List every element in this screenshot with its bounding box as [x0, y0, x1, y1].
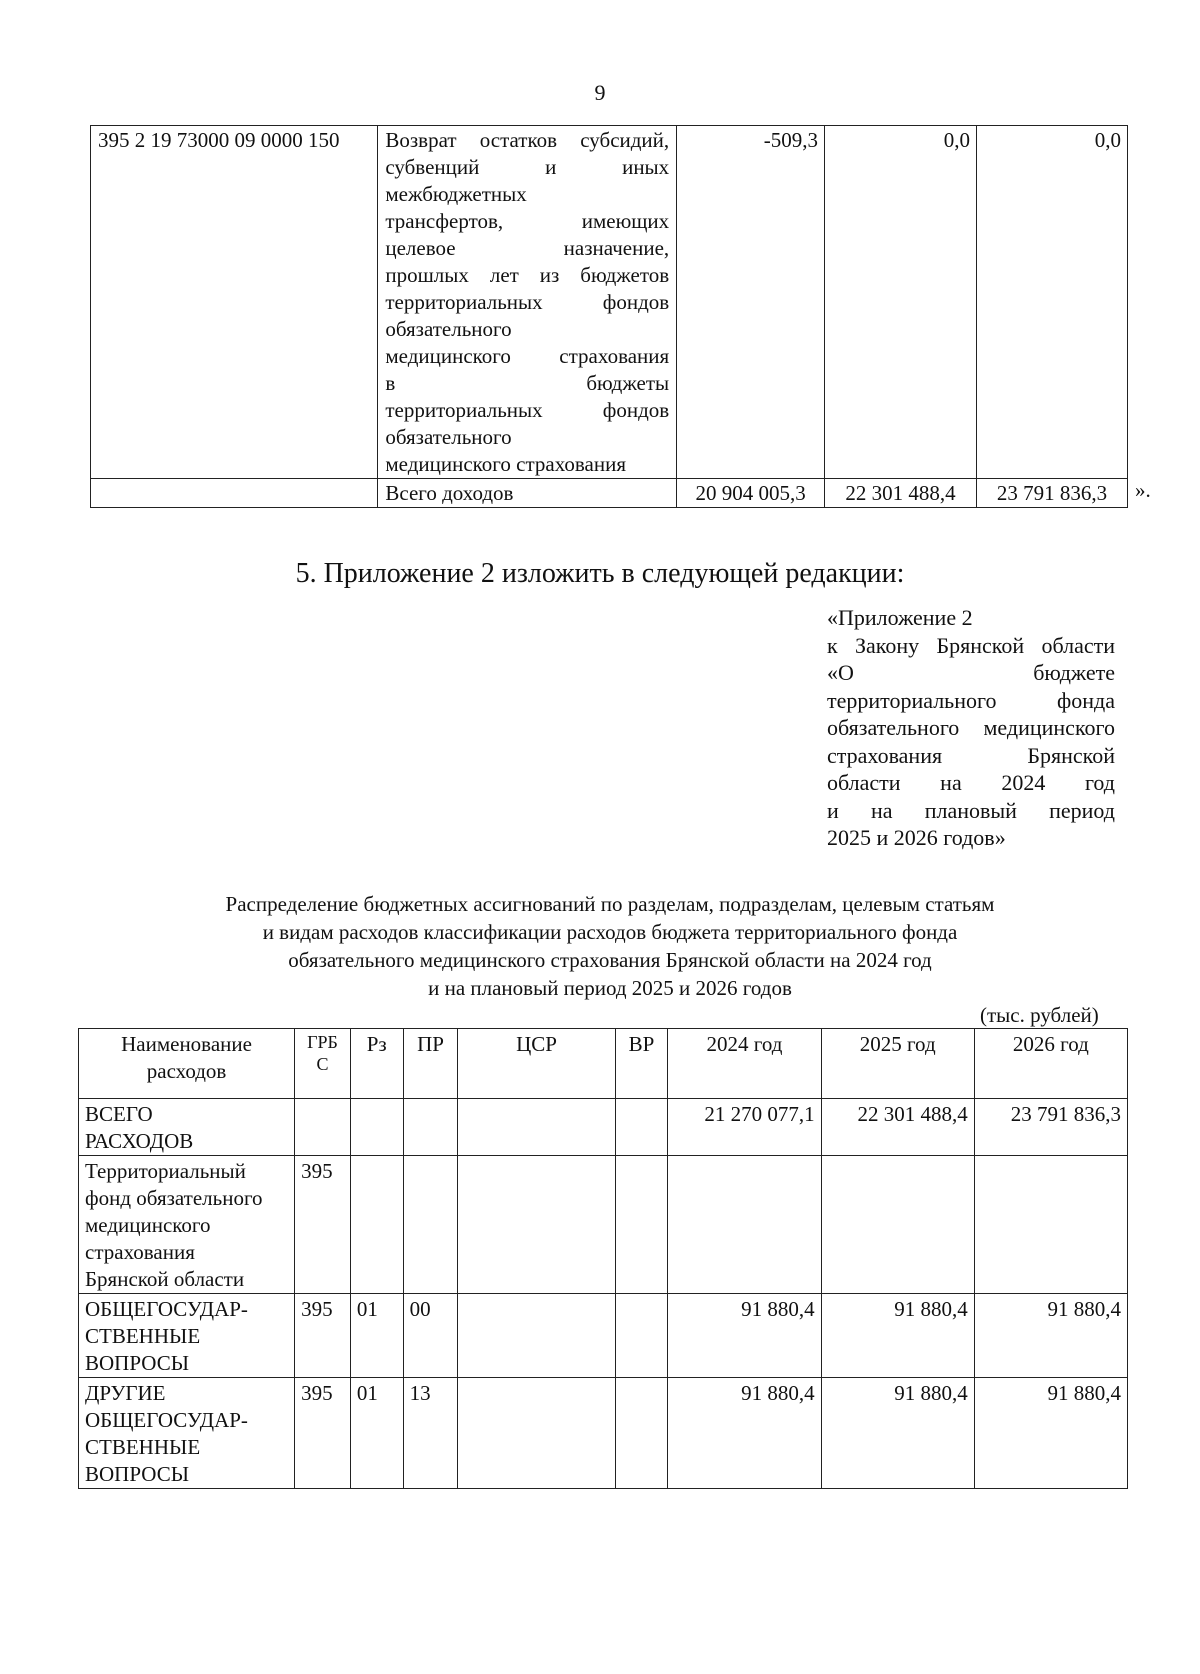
header-name-line: расходов: [146, 1059, 227, 1083]
title-line: и видам расходов классификации расходов бюджета территориального фонда: [262, 920, 958, 944]
header-grbs-line: С: [316, 1054, 329, 1074]
closing-quote: ».: [1135, 478, 1151, 502]
row-2024: 21 270 077,1: [668, 1099, 821, 1156]
unit-label: (тыс. рублей): [980, 1003, 1099, 1027]
row-name: [79, 1294, 295, 1378]
income-table: [90, 125, 1128, 508]
table-row: [79, 1294, 1128, 1378]
header-name-line: Наименование: [121, 1032, 252, 1056]
table-row: [91, 126, 1128, 479]
header-grbs: [295, 1029, 351, 1099]
row-pr: [403, 1099, 458, 1156]
row-pr: 13: [403, 1378, 458, 1489]
header-pr: ПР: [403, 1029, 458, 1099]
description-line: обязательного: [385, 317, 512, 341]
row-csr: [458, 1156, 615, 1294]
description-line: прошлых лет из бюджетов: [385, 263, 670, 287]
row-name-line: страхования: [85, 1240, 195, 1264]
total-2024: 20 904 005,3: [677, 479, 825, 508]
description-line: территориальных фондов: [385, 290, 670, 314]
row-rz: 01: [350, 1378, 403, 1489]
row-name-line: ВСЕГО: [85, 1102, 153, 1126]
row-2025: [821, 1156, 974, 1294]
total-2025: 22 301 488,4: [825, 479, 977, 508]
header-vr: ВР: [615, 1029, 668, 1099]
row-2026: 91 880,4: [974, 1294, 1127, 1378]
annex-line: к Закону Брянской области: [827, 632, 1115, 658]
annex-line: страхования Брянской: [827, 742, 1115, 768]
row-name-line: РАСХОДОВ: [85, 1129, 194, 1153]
header-2026: 2026 год: [974, 1029, 1127, 1099]
row-name-line: СТВЕННЫЕ: [85, 1324, 201, 1348]
description-line: обязательного: [385, 425, 512, 449]
table-title: [80, 890, 1140, 1002]
row-2026: 91 880,4: [974, 1378, 1127, 1489]
row-name-line: ВОПРОСЫ: [85, 1351, 190, 1375]
expense-table: [78, 1028, 1128, 1489]
row-csr: [458, 1294, 615, 1378]
row-pr: [403, 1156, 458, 1294]
header-2025: 2025 год: [821, 1029, 974, 1099]
row-rz: 01: [350, 1294, 403, 1378]
row-2025: 91 880,4: [821, 1294, 974, 1378]
row-2026: [974, 1156, 1127, 1294]
row-csr: [458, 1099, 615, 1156]
row-pr: 00: [403, 1294, 458, 1378]
description-line: в бюджеты: [385, 371, 670, 395]
row-grbs: [295, 1099, 351, 1156]
annex-line: обязательного медицинского: [827, 715, 1115, 740]
income-2024: -509,3: [677, 126, 825, 479]
total-label: Всего доходов: [378, 479, 677, 508]
row-name: [79, 1099, 295, 1156]
header-row: [79, 1029, 1128, 1099]
row-vr: [615, 1156, 668, 1294]
row-csr: [458, 1378, 615, 1489]
row-rz: [350, 1099, 403, 1156]
row-name-line: СТВЕННЫЕ: [85, 1435, 201, 1459]
income-2026: 0,0: [977, 126, 1128, 479]
description-line: Возврат остатков субсидий,: [385, 128, 670, 152]
header-csr: ЦСР: [458, 1029, 615, 1099]
title-line: Распределение бюджетных ассигнований по разделам, подразделам, целевым статьям: [225, 892, 995, 916]
row-name: [79, 1156, 295, 1294]
row-name-line: ОБЩЕГОСУДАР-: [85, 1297, 248, 1321]
annex-line: области на 2024 год: [827, 770, 1115, 795]
annex-header: [827, 604, 1115, 852]
income-description: [378, 126, 677, 479]
annex-line: «Приложение 2: [827, 605, 973, 630]
total-row: [91, 479, 1128, 508]
income-code: 395 2 19 73000 09 0000 150: [91, 126, 378, 479]
row-vr: [615, 1294, 668, 1378]
description-line: медицинского страхования: [385, 344, 670, 368]
annex-line: 2025 и 2026 годов»: [827, 825, 1006, 850]
row-grbs: 395: [295, 1156, 351, 1294]
description-line: субвенций и иных: [385, 155, 670, 179]
row-grbs: 395: [295, 1294, 351, 1378]
total-empty-cell: [91, 479, 378, 508]
table-row: [79, 1156, 1128, 1294]
row-vr: [615, 1099, 668, 1156]
description-line: территориальных фондов: [385, 398, 670, 422]
annex-line: территориального фонда: [827, 687, 1115, 713]
header-grbs-line: ГРБ: [307, 1032, 338, 1052]
row-name-line: Брянской области: [85, 1267, 245, 1291]
row-name-line: ВОПРОСЫ: [85, 1462, 190, 1486]
table-row: [79, 1378, 1128, 1489]
row-name-line: медицинского: [85, 1213, 211, 1237]
row-2024: 91 880,4: [668, 1294, 821, 1378]
description-line: межбюджетных: [385, 182, 527, 206]
row-name-line: фонд обязательного: [85, 1186, 263, 1210]
description-line: трансфертов, имеющих: [385, 209, 670, 233]
title-line: и на плановый период 2025 и 2026 годов: [428, 976, 792, 1000]
row-name-line: ДРУГИЕ: [85, 1381, 166, 1405]
row-2024: [668, 1156, 821, 1294]
description-line: медицинского страхования: [385, 452, 626, 476]
income-2025: 0,0: [825, 126, 977, 479]
table-row: [79, 1099, 1128, 1156]
page-number: 9: [594, 80, 606, 105]
header-2024: 2024 год: [668, 1029, 821, 1099]
row-rz: [350, 1156, 403, 1294]
description-line: целевое назначение,: [385, 236, 670, 260]
amendment-item-5: 5. Приложение 2 изложить в следующей редакции:: [295, 558, 905, 589]
total-2026: 23 791 836,3: [977, 479, 1128, 508]
row-2026: 23 791 836,3: [974, 1099, 1127, 1156]
row-grbs: 395: [295, 1378, 351, 1489]
row-2025: 91 880,4: [821, 1378, 974, 1489]
row-name-line: ОБЩЕГОСУДАР-: [85, 1408, 248, 1432]
row-name: [79, 1378, 295, 1489]
header-rz: Рз: [350, 1029, 403, 1099]
annex-line: и на плановый период: [827, 797, 1115, 823]
row-2024: 91 880,4: [668, 1378, 821, 1489]
row-name-line: Территориальный: [85, 1159, 246, 1183]
title-line: обязательного медицинского страхования Брянской области на 2024 год: [288, 948, 932, 972]
header-name: [79, 1029, 295, 1099]
row-vr: [615, 1378, 668, 1489]
annex-line: «О бюджете: [827, 660, 1115, 685]
row-2025: 22 301 488,4: [821, 1099, 974, 1156]
